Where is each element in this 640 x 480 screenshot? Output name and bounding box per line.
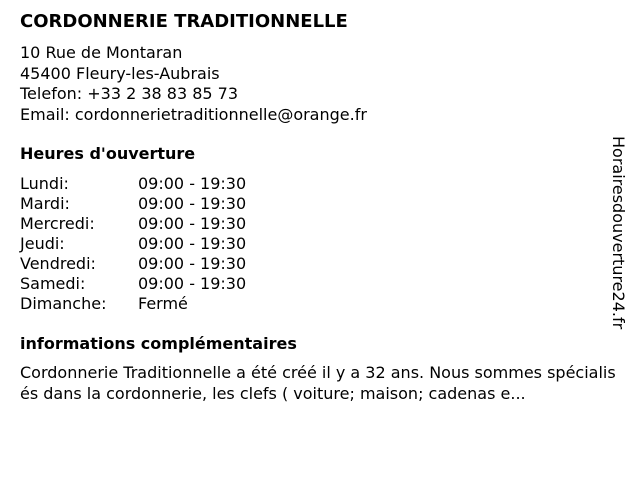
hours-day: Mercredi:: [20, 214, 95, 233]
phone-line: Telefon: +33 2 38 83 85 73: [20, 84, 239, 103]
hours-day: Jeudi:: [20, 234, 65, 253]
hours-row-sunday: [20, 294, 246, 314]
info-heading: informations complémentaires: [20, 334, 297, 353]
site-watermark: Horairesdouverture24.fr: [609, 136, 628, 330]
hours-table: [20, 174, 246, 314]
hours-time: 09:00 - 19:30: [138, 214, 247, 233]
hours-day: Samedi:: [20, 274, 86, 293]
hours-row-monday: [20, 174, 246, 194]
hours-row-thursday: [20, 234, 246, 254]
hours-day: Mardi:: [20, 194, 70, 213]
hours-heading: Heures d'ouverture: [20, 144, 196, 163]
hours-time: 09:00 - 19:30: [138, 174, 247, 193]
hours-row-wednesday: [20, 214, 246, 234]
contact-block: [20, 43, 367, 125]
street-address: 10 Rue de Montaran: [20, 43, 183, 62]
city-line: 45400 Fleury-les-Aubrais: [20, 63, 220, 83]
info-description: Cordonnerie Traditionnelle a été créé il y a 32 ans. Nous sommes spécialisés dans la cordonnerie, les clefs ( voiture; maison; cadenas e...: [20, 363, 616, 403]
hours-day: Lundi:: [20, 174, 69, 193]
hours-time: 09:00 - 19:30: [138, 274, 247, 293]
hours-time: 09:00 - 19:30: [138, 194, 247, 213]
hours-time: 09:00 - 19:30: [138, 254, 247, 273]
hours-day: Vendredi:: [20, 254, 96, 273]
hours-row-tuesday: [20, 194, 246, 214]
business-name: CORDONNERIE TRADITIONNELLE: [20, 11, 348, 32]
hours-time: 09:00 - 19:30: [138, 234, 247, 253]
hours-row-saturday: [20, 274, 246, 294]
email-line: Email: cordonnerietraditionnelle@orange.fr: [20, 104, 367, 124]
hours-time: Fermé: [138, 294, 188, 313]
hours-row-friday: [20, 254, 246, 274]
hours-day: Dimanche:: [20, 294, 107, 313]
